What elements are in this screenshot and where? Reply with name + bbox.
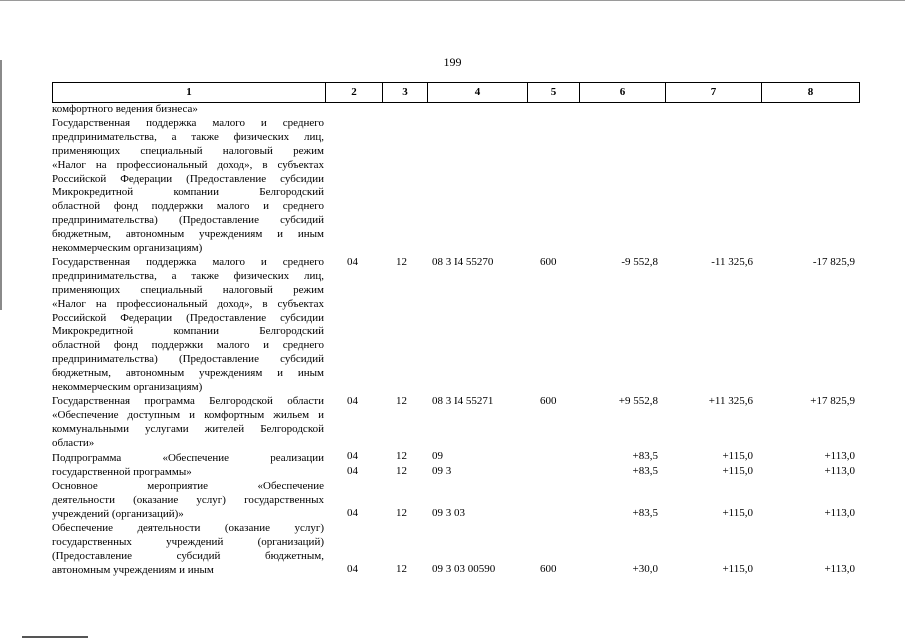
row-description: [52, 103, 324, 117]
header-col-8: 8: [761, 83, 859, 102]
cell-c3: 12: [396, 465, 407, 477]
description-line: предпринимательства, а также физических лиц,: [52, 269, 324, 282]
cell-c2: 04: [347, 395, 358, 407]
cell-c7: -11 325,6: [711, 256, 753, 268]
cell-c4: 08 3 I4 55270: [432, 256, 494, 268]
cell-c5: 600: [540, 256, 557, 268]
header-col-5: 5: [527, 83, 579, 102]
cell-c4: 09: [432, 450, 443, 462]
table-header: [52, 82, 860, 103]
cell-c4: 09 3: [432, 465, 452, 477]
cell-c6: -9 552,8: [621, 256, 658, 268]
cell-c2: 04: [347, 256, 358, 268]
cell-c6: +83,5: [632, 507, 658, 519]
header-col-4: 4: [427, 83, 527, 102]
description-line: Государственная поддержка малого и среднего: [52, 117, 324, 129]
row-description: [52, 522, 324, 578]
cell-c8: +113,0: [824, 465, 855, 477]
cell-c8: +113,0: [824, 450, 855, 462]
cell-c8: +17 825,9: [810, 395, 855, 407]
description-line: Обеспечение деятельности (оказание услуг): [52, 522, 324, 534]
cell-c2: 04: [347, 450, 358, 462]
cell-c4: 09 3 03 00590: [432, 563, 496, 575]
description-line: предпринимательства) (Предоставление субсидий: [52, 214, 324, 227]
description-line: применяющих специальный налоговый режим: [52, 283, 324, 296]
description-line: учреждений (организаций)»: [52, 507, 184, 520]
description-line: «Налог на профессиональный доход», в субъектах: [52, 158, 324, 171]
description-line: Государственная программа Белгородской области: [52, 395, 324, 407]
description-line: Государственная поддержка малого и среднего: [52, 256, 324, 268]
header-col-1: 1: [186, 86, 192, 98]
description-line: бюджетным, автономным учреждениям и иным: [52, 228, 324, 241]
cell-c2: 04: [347, 507, 358, 519]
row-description: [52, 480, 324, 522]
cell-c5: 600: [540, 395, 557, 407]
cell-c3: 12: [396, 563, 407, 575]
row-description: [52, 452, 324, 480]
description-line: комфортного ведения бизнеса»: [52, 103, 198, 115]
cell-c5: 600: [540, 563, 557, 575]
budget-table: [52, 82, 860, 576]
cell-c2: 04: [347, 465, 358, 477]
description-line: предпринимательства) (Предоставление субсидий: [52, 353, 324, 366]
cell-c7: +115,0: [722, 450, 753, 462]
description-line: предпринимательства, а также физических лиц,: [52, 130, 324, 143]
cell-c6: +83,5: [632, 465, 658, 477]
header-col-6: 6: [579, 83, 665, 102]
description-line: применяющих специальный налоговый режим: [52, 144, 324, 157]
cell-c8: -17 825,9: [812, 256, 855, 268]
row-description: [52, 117, 324, 256]
row-description: [52, 395, 324, 451]
cell-c7: +11 325,6: [708, 395, 753, 407]
description-line: некоммерческим организациям): [52, 242, 203, 255]
description-line: Основное мероприятие «Обеспечение: [52, 480, 324, 492]
header-col-7: 7: [665, 83, 761, 102]
cell-c3: 12: [396, 450, 407, 462]
description-line: коммунальными услугами жителей Белгородской: [52, 422, 324, 435]
description-line: Микрокредитной компании Белгородский: [52, 325, 324, 338]
cell-c4: 08 3 I4 55271: [432, 395, 494, 407]
row-description: [52, 256, 324, 395]
description-line: (Предоставление субсидий бюджетным,: [52, 549, 324, 562]
cell-c3: 12: [396, 395, 407, 407]
footnote-rule: [22, 636, 88, 638]
cell-c3: 12: [396, 507, 407, 519]
header-col-2: 2: [325, 83, 382, 102]
cell-c4: 09 3 03: [432, 507, 465, 519]
cell-c7: +115,0: [722, 563, 753, 575]
description-line: автономным учреждениям и иным: [52, 563, 214, 576]
cell-c7: +115,0: [722, 465, 753, 477]
page-number: 199: [443, 55, 462, 69]
description-line: деятельности (оказание услуг) государственных: [52, 493, 324, 506]
cell-c8: +113,0: [824, 563, 855, 575]
description-line: бюджетным, автономным учреждениям и иным: [52, 367, 324, 380]
cell-c2: 04: [347, 563, 358, 575]
cell-c6: +83,5: [632, 450, 658, 462]
description-line: Микрокредитной компании Белгородский: [52, 186, 324, 199]
description-line: «Налог на профессиональный доход», в субъектах: [52, 297, 324, 310]
description-line: областной фонд поддержки малого и среднего: [52, 200, 324, 213]
description-line: Российской Федерации (Предоставление субсидии: [52, 172, 324, 185]
description-line: Российской Федерации (Предоставление субсидии: [52, 311, 324, 324]
scan-edge-left: [0, 60, 2, 310]
description-line: государственных учреждений (организаций): [52, 535, 324, 548]
cell-c6: +30,0: [632, 563, 658, 575]
description-line: области»: [52, 436, 95, 449]
cell-c6: +9 552,8: [618, 395, 658, 407]
description-line: некоммерческим организациям): [52, 381, 203, 394]
cell-c8: +113,0: [824, 507, 855, 519]
cell-c3: 12: [396, 256, 407, 268]
scan-edge-top: [0, 0, 905, 1]
cell-c7: +115,0: [722, 507, 753, 519]
description-line: Подпрограмма «Обеспечение реализации: [52, 452, 324, 464]
header-col-3: 3: [382, 83, 427, 102]
description-line: «Обеспечение доступным и комфортным жильем и: [52, 408, 324, 421]
description-line: государственной программы»: [52, 465, 192, 478]
description-line: областной фонд поддержки малого и среднего: [52, 339, 324, 352]
